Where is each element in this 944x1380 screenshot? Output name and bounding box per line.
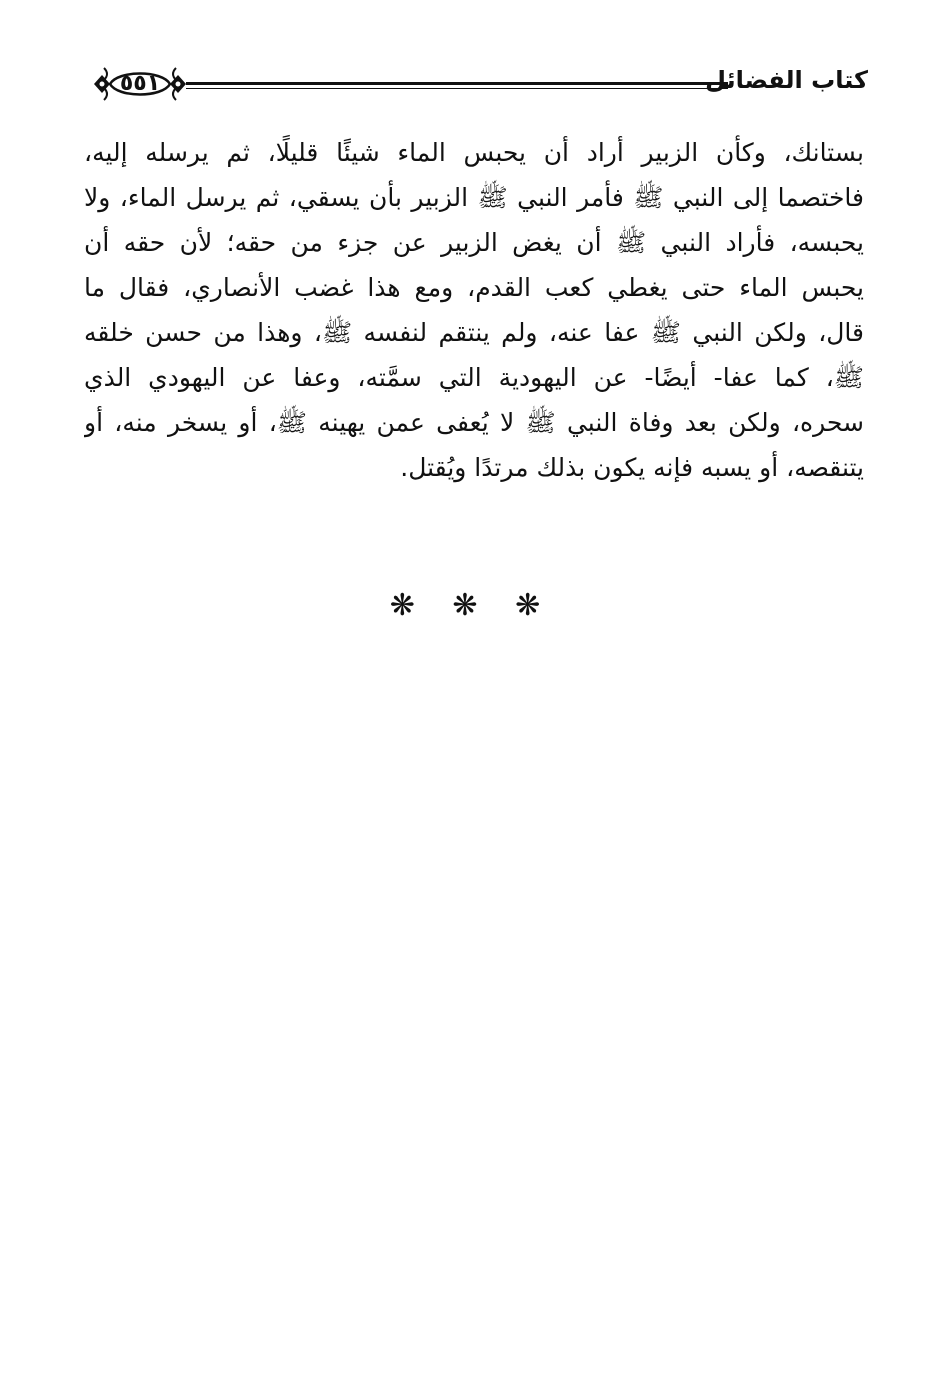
- body-text: [84, 130, 864, 490]
- header-rule: [186, 82, 728, 89]
- page-number: ٥٥١: [119, 71, 161, 96]
- section-separator: ❋ ❋ ❋: [389, 588, 555, 623]
- text-line: ﷺ، كما عفا- أيضًا- عن اليهودية التي سمَّته، وعفا عن اليهودي الذي: [84, 363, 864, 392]
- text-line: يتنقصه، أو يسبه فإنه يكون بذلك مرتدًا ويُقتل.: [400, 453, 864, 482]
- text-line: قال، ولكن النبي ﷺ عفا عنه، ولم ينتقم لنفسه ﷺ، وهذا من حسن خلقه: [84, 318, 864, 347]
- page-header: [88, 60, 868, 108]
- text-line: يحبسه، فأراد النبي ﷺ أن يغض الزبير عن جزء من حقه؛ لأن حقه أن: [84, 228, 864, 257]
- text-line: سحره، ولكن بعد وفاة النبي ﷺ لا يُعفى عمن يهينه ﷺ، أو يسخر منه، أو: [84, 408, 864, 437]
- text-line: فاختصما إلى النبي ﷺ فأمر النبي ﷺ الزبير بأن يسقي، ثم يرسل الماء، ولا: [84, 183, 864, 212]
- text-line: بستانك، وكأن الزبير أراد أن يحبس الماء شيئًا قليلًا، ثم يرسله إليه،: [84, 138, 864, 167]
- book-title: كتاب الفضائل: [705, 66, 868, 94]
- text-line: يحبس الماء حتى يغطي كعب القدم، ومع هذا غضب الأنصاري، فقال ما: [84, 273, 864, 302]
